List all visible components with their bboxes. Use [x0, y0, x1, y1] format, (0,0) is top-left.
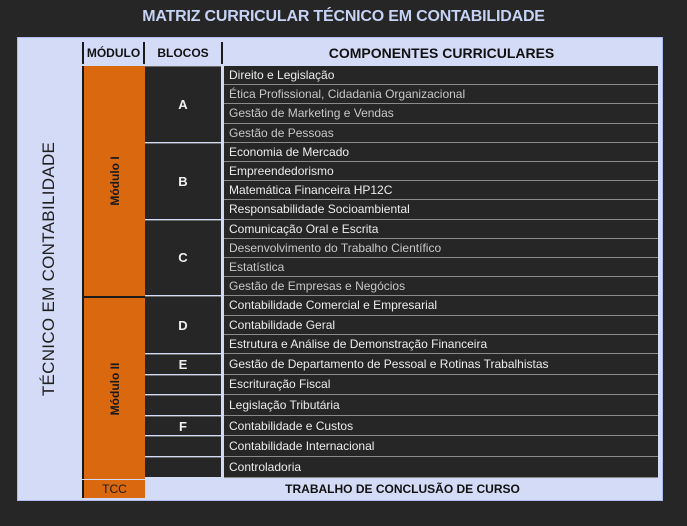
component-row: Contabilidade Internacional: [224, 436, 658, 457]
header-blocos: BLOCOS: [145, 42, 223, 64]
course-side-label-text: TÉCNICO EM CONTABILIDADE: [39, 141, 58, 397]
tcc-description: TRABALHO DE CONCLUSÃO DE CURSO: [285, 482, 520, 496]
component-row: Empreendedorismo: [224, 162, 658, 181]
component-row: Desenvolvimento do Trabalho Científico: [224, 239, 658, 258]
component-row: Responsabilidade Socioambiental: [224, 200, 658, 219]
component-row: Escrituração Fiscal: [224, 375, 658, 396]
header-componentes: COMPONENTES CURRICULARES: [328, 45, 555, 61]
block-cell: [145, 436, 221, 456]
component-row: Contabilidade Geral: [224, 316, 658, 335]
block-cell: [145, 457, 221, 477]
component-row: Estatística: [224, 258, 658, 277]
page-title: MATRIZ CURRICULAR TÉCNICO EM CONTABILIDADE: [142, 8, 545, 25]
block-cell: A: [145, 66, 221, 142]
block-cell: [145, 375, 221, 395]
component-row: Gestão de Departamento de Pessoal e Rotinas Trabalhistas: [224, 354, 658, 375]
block-cell: B: [145, 143, 221, 219]
block-cell: F: [145, 416, 221, 436]
module-1-label: Módulo I: [107, 156, 122, 206]
tcc-label: TCC: [82, 480, 145, 498]
component-row: Comunicação Oral e Escrita: [224, 220, 658, 239]
component-row: Gestão de Empresas e Negócios: [224, 277, 658, 296]
component-row: Estrutura e Análise de Demonstração Financeira: [224, 335, 658, 354]
component-row: Gestão de Marketing e Vendas: [224, 104, 658, 123]
module-2-cell: [82, 296, 145, 479]
module-2-label: Módulo II: [107, 362, 122, 415]
component-row: Gestão de Pessoas: [224, 124, 658, 143]
component-row: Contabilidade e Custos: [224, 416, 658, 437]
component-row: Controladoria: [224, 457, 658, 478]
component-row: Direito e Legislação: [224, 66, 658, 85]
component-row: Contabilidade Comercial e Empresarial: [224, 296, 658, 315]
course-side-label: [18, 38, 80, 500]
component-row: Ética Profissional, Cidadania Organizacional: [224, 85, 658, 104]
block-cell: C: [145, 220, 221, 296]
module-1-cell: [82, 66, 145, 296]
block-cell: [145, 395, 221, 415]
block-cell: E: [145, 354, 221, 374]
component-row: Matemática Financeira HP12C: [224, 181, 658, 200]
component-row: Legislação Tributária: [224, 395, 658, 416]
component-row: Economia de Mercado: [224, 143, 658, 162]
block-cell: D: [145, 296, 221, 353]
header-modulo: MÓDULO: [82, 42, 145, 64]
